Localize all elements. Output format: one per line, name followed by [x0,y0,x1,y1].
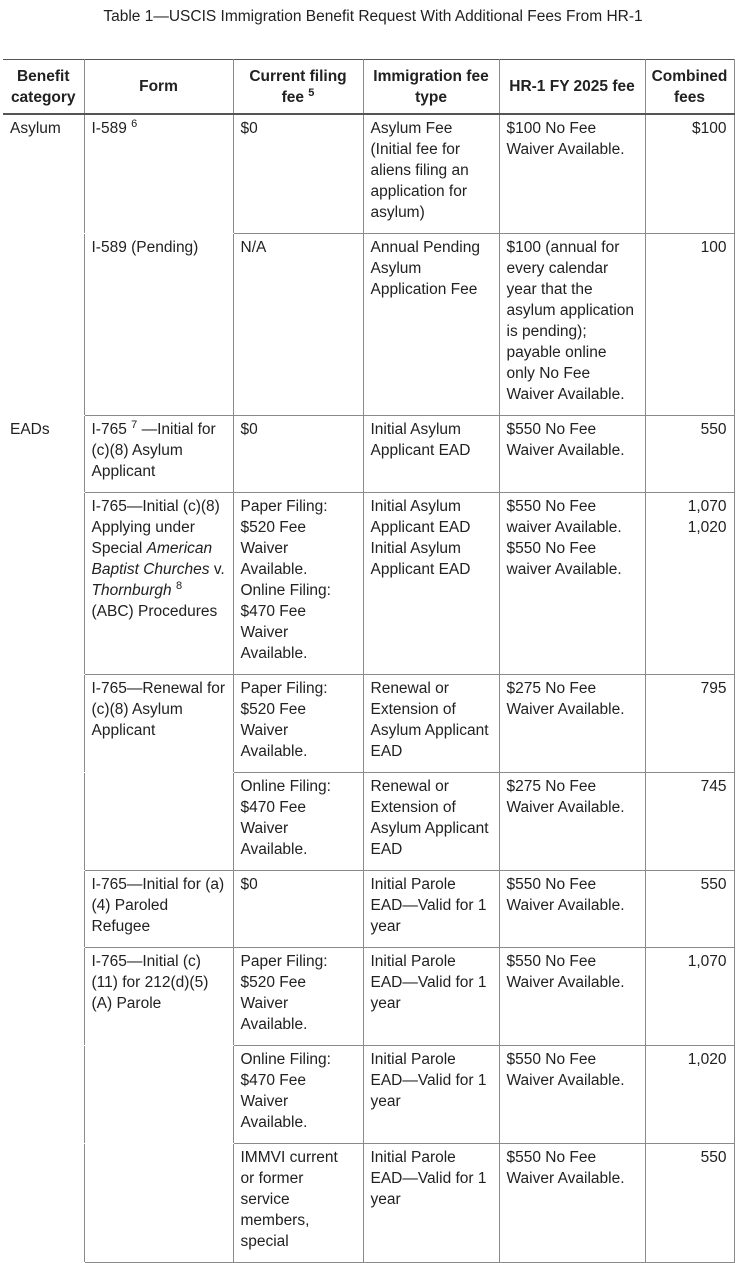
combined-fees-cell: 550 [645,416,734,493]
header-form: Form [84,60,233,115]
form-cell: I-765—Initial (c)(11) for 212(d)(5)(A) Parole [84,948,233,1046]
combined-fees-cell: 1,020 [645,1046,734,1144]
current-fee-cell: Online Filing: $470 Fee Waiver Available. [233,1046,363,1144]
form-cell [84,1144,233,1263]
current-fee-cell: $0 [233,416,363,493]
hr1-fee-cell: $275 No Fee Waiver Available. [499,675,645,773]
form-cell [84,1046,233,1144]
header-immigration-fee-type: Immigration fee type [363,60,499,115]
footnote-ref: 5 [308,86,315,99]
fee-type-cell: Annual Pending Asylum Application Fee [363,234,499,416]
benefit-category-cell [3,493,84,675]
header-current-fee-label: Current filing fee [249,67,347,106]
combined-fees-cell [645,493,734,675]
table-row [3,1046,734,1144]
table-row [3,948,734,1046]
current-fee-cell: N/A [233,234,363,416]
hr1-fee-cell: $550 No Fee Waiver Available. [499,1144,645,1263]
fee-type-cell: Initial Asylum Applicant EAD [363,416,499,493]
benefit-category-cell [3,675,84,773]
combined-fees-cell: 550 [645,871,734,948]
footnote-ref: 7 [131,419,138,431]
benefit-category-cell [3,773,84,871]
hr1-fee-cell: $550 No Fee Waiver Available. [499,416,645,493]
hr1-fee-cell: $550 No Fee Waiver Available. [499,871,645,948]
table-row [3,234,734,416]
form-text: —Initial for (c)(8) Asylum Applicant [91,421,216,480]
table-caption: Table 1—USCIS Immigration Benefit Request With Additional Fees From HR-1 [103,8,643,25]
hr1-fee-cell: $550 No Fee waiver Available. $550 No Fee waiver Available. [499,493,645,675]
form-text: v. [209,561,225,578]
fee-type-cell: Initial Parole EAD—Valid for 1 year [363,871,499,948]
table-row [3,493,734,675]
header-combined-fees: Combined fees [645,60,734,115]
current-fee-cell: Paper Filing: $520 Fee Waiver Available. Online Filing: $470 Fee Waiver Available. [233,493,363,675]
table-row [3,675,734,773]
hr1-fee-cell: $275 No Fee Waiver Available. [499,773,645,871]
form-cell [84,114,233,234]
benefit-category-cell [3,1144,84,1263]
fee-type-cell: Initial Parole EAD—Valid for 1 year [363,1046,499,1144]
form-cell [84,773,233,871]
table-row [3,114,734,234]
fee-type-cell: Renewal or Extension of Asylum Applicant EAD [363,675,499,773]
hr1-fee-cell: $100 No Fee Waiver Available. [499,114,645,234]
table-row [3,416,734,493]
combined-fees-cell: 1,070 [645,948,734,1046]
table-row [3,1144,734,1263]
form-cell: I-765—Initial for (a)(4) Paroled Refugee [84,871,233,948]
benefit-category-cell [3,234,84,416]
benefit-category-cell [3,871,84,948]
header-row [3,60,734,115]
form-text: I-765—Initial (c)(8) Applying under Special [91,498,220,557]
benefit-category-cell [3,948,84,1046]
combined-fees-cell: 795 [645,675,734,773]
form-text: I-589 [91,120,127,137]
footnote-ref: 8 [175,580,183,592]
combined-fee-value: 1,020 [687,519,727,536]
footnote-ref: 6 [131,118,138,130]
hr1-fee-cell: $100 (annual for every calendar year that the asylum application is pending); payable online only No Fee Waiver Available. [499,234,645,416]
form-cell: I-589 (Pending) [84,234,233,416]
fee-type-cell: Renewal or Extension of Asylum Applicant EAD [363,773,499,871]
fee-type-cell: Initial Asylum Applicant EAD Initial Asylum Applicant EAD [363,493,499,675]
benefit-category-cell: Asylum [3,114,84,234]
form-text-italic: Thornburgh [91,582,172,599]
table-row [3,871,734,948]
header-hr1-fee: HR-1 FY 2025 fee [499,60,645,115]
current-fee-cell: $0 [233,114,363,234]
fee-type-cell: Initial Parole EAD—Valid for 1 year [363,1144,499,1263]
form-text-italic: American Baptist Churches [91,540,213,578]
fee-table [3,59,735,1263]
current-fee-cell: IMMVI current or former service members, special [233,1144,363,1263]
current-fee-cell: Paper Filing: $520 Fee Waiver Available. [233,675,363,773]
form-cell [84,493,233,675]
form-text: (ABC) Procedures [91,603,218,620]
benefit-category-cell: EADs [3,416,84,493]
benefit-category-cell [3,1046,84,1144]
fee-type-cell: Initial Parole EAD—Valid for 1 year [363,948,499,1046]
form-cell [84,416,233,493]
header-current-filing-fee [233,60,363,115]
combined-fees-cell: 745 [645,773,734,871]
combined-fees-cell: 550 [645,1144,734,1263]
hr1-fee-cell: $550 No Fee Waiver Available. [499,948,645,1046]
combined-fee-value: 1,070 [687,498,727,515]
current-fee-cell: $0 [233,871,363,948]
table-row [3,773,734,871]
fee-type-cell: Asylum Fee (Initial fee for aliens filing an application for asylum) [363,114,499,234]
current-fee-cell: Online Filing: $470 Fee Waiver Available. [233,773,363,871]
combined-fees-cell: $100 [645,114,734,234]
combined-fees-cell: 100 [645,234,734,416]
form-text: I-765 [91,421,127,438]
header-benefit-category: Benefit category [3,60,84,115]
hr1-fee-cell: $550 No Fee Waiver Available. [499,1046,645,1144]
form-cell: I-765—Renewal for (c)(8) Asylum Applicant [84,675,233,773]
current-fee-cell: Paper Filing: $520 Fee Waiver Available. [233,948,363,1046]
